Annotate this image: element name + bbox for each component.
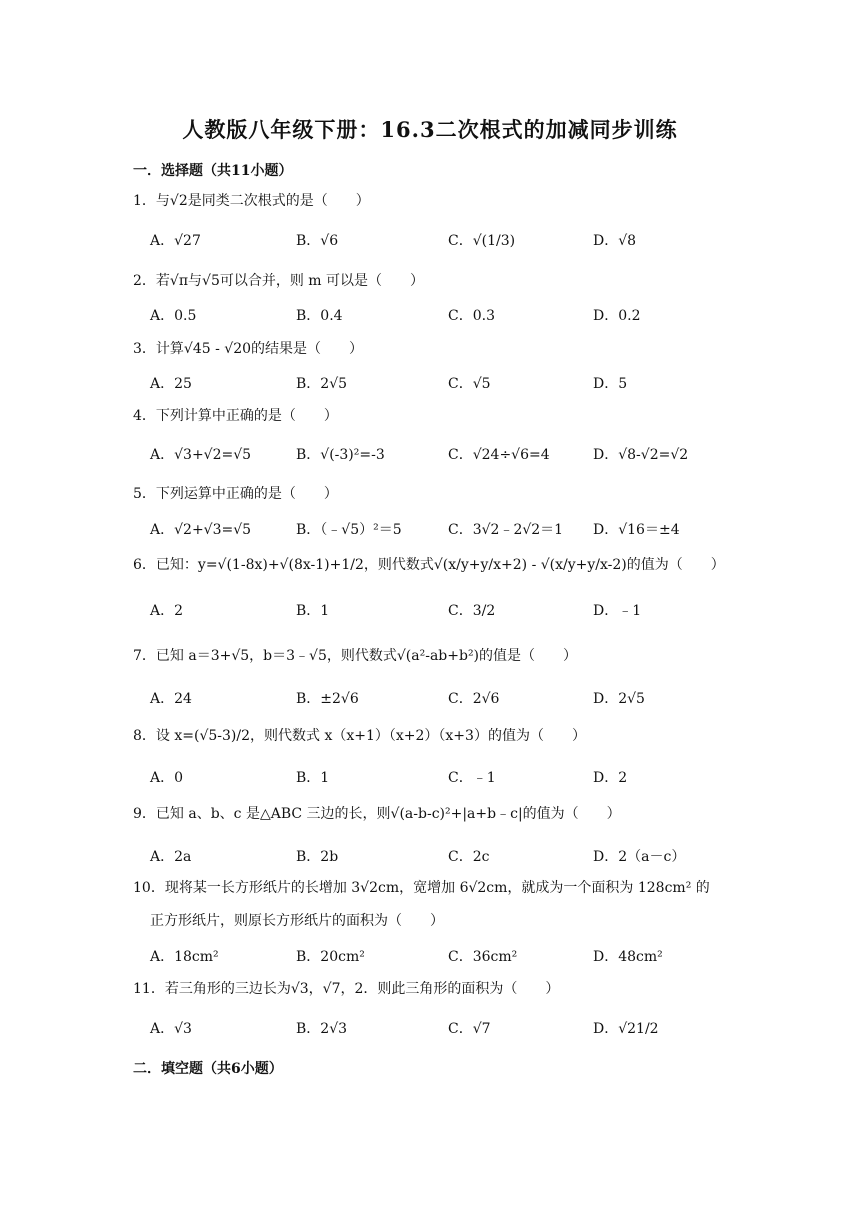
options-row xyxy=(150,373,750,403)
option-a: A．2a xyxy=(150,849,192,865)
options-row xyxy=(150,305,750,335)
option-b: B．±2√6 xyxy=(296,691,359,707)
option-c: C．2√6 xyxy=(448,691,500,707)
option-a: A．0.5 xyxy=(150,308,197,324)
option-a: A．25 xyxy=(150,376,192,392)
option-c: C．3/2 xyxy=(448,603,496,619)
options-row xyxy=(150,519,750,549)
question-stem: 10．现将某一长方形纸片的长增加 3√2cm，宽增加 6√2cm，就成为一个面积为 128cm² 的 xyxy=(133,880,710,896)
options-row xyxy=(150,600,750,630)
options-row xyxy=(150,767,750,797)
option-d: D．√8 xyxy=(593,233,637,249)
option-d: D．48cm² xyxy=(593,949,663,965)
option-c: C．√24÷√6=4 xyxy=(448,447,550,463)
option-d: D．0.2 xyxy=(593,308,641,324)
option-a: A．√3 xyxy=(150,1021,192,1037)
option-d: D．√8-√2=√2 xyxy=(593,447,689,463)
question-stem-continued: 正方形纸片，则原长方形纸片的面积为（ ） xyxy=(150,913,444,929)
option-a: A．0 xyxy=(150,770,184,786)
option-a: A．2 xyxy=(150,603,184,619)
question-stem: 11．若三角形的三边长为√3，√7，2．则此三角形的面积为（ ） xyxy=(133,981,560,997)
option-b: B．2√5 xyxy=(296,376,348,392)
question-stem: 2．若√π与√5可以合并，则 m 可以是（ ） xyxy=(133,273,425,289)
option-a: A．√3+√2=√5 xyxy=(150,447,252,463)
option-c: C．36cm² xyxy=(448,949,518,965)
option-b: B．0.4 xyxy=(296,308,343,324)
option-b: B．20cm² xyxy=(296,949,365,965)
option-d: D．2 xyxy=(593,770,628,786)
option-c: C．0.3 xyxy=(448,308,495,324)
option-a: A．24 xyxy=(150,691,192,707)
option-b: B．2b xyxy=(296,849,339,865)
option-c: C．2c xyxy=(448,849,490,865)
option-b: B．（﹣√5）²＝5 xyxy=(296,522,402,538)
section-heading-choice: 一．选择题（共11小题） xyxy=(133,163,293,179)
option-b: B．√(-3)²=-3 xyxy=(296,447,385,463)
option-d: D．5 xyxy=(593,376,628,392)
option-c: C．﹣1 xyxy=(448,770,496,786)
option-c: C．√(1/3) xyxy=(448,233,516,249)
option-d: D．√21/2 xyxy=(593,1021,659,1037)
question-stem: 1．与√2是同类二次根式的是（ ） xyxy=(133,193,370,209)
options-row xyxy=(150,688,750,718)
option-d: D．√16＝±4 xyxy=(593,522,680,538)
option-d: D．2（a－c） xyxy=(593,849,686,865)
options-row xyxy=(150,1018,750,1048)
option-b: B．2√3 xyxy=(296,1021,348,1037)
question-stem: 9．已知 a、b、c 是△ABC 三边的长，则√(a-b-c)²+|a+b﹣c|的值为（ ） xyxy=(133,806,621,822)
options-row xyxy=(150,846,750,876)
options-row xyxy=(150,230,750,260)
option-a: A．√27 xyxy=(150,233,201,249)
option-b: B．1 xyxy=(296,770,330,786)
question-stem: 3．计算√45 - √20的结果是（ ） xyxy=(133,341,364,357)
page-title: 人教版八年级下册：16.3二次根式的加减同步训练 xyxy=(182,117,678,142)
option-b: B．1 xyxy=(296,603,330,619)
options-row xyxy=(150,444,750,474)
option-b: B．√6 xyxy=(296,233,339,249)
question-stem: 8．设 x=(√5-3)/2，则代数式 x（x+1）（x+2）（x+3）的值为（ ） xyxy=(133,728,586,744)
option-a: A．√2+√3=√5 xyxy=(150,522,252,538)
option-a: A．18cm² xyxy=(150,949,219,965)
question-stem: 5．下列运算中正确的是（ ） xyxy=(133,486,338,502)
section-heading-fill-in: 二．填空题（共6小题） xyxy=(133,1061,283,1077)
option-d: D．﹣1 xyxy=(593,603,642,619)
question-stem: 6．已知：y=√(1-8x)+√(8x-1)+1/2，则代数式√(x/y+y/x+2) - √(x/y+y/x-2)的值为（ ） xyxy=(133,557,725,573)
option-c: C．3√2﹣2√2＝1 xyxy=(448,522,564,538)
option-d: D．2√5 xyxy=(593,691,645,707)
question-stem: 4．下列计算中正确的是（ ） xyxy=(133,408,338,424)
option-c: C．√5 xyxy=(448,376,491,392)
option-c: C．√7 xyxy=(448,1021,491,1037)
options-row xyxy=(150,946,750,976)
question-stem: 7．已知 a＝3+√5，b＝3﹣√5，则代数式√(a²-ab+b²)的值是（ ） xyxy=(133,648,578,664)
